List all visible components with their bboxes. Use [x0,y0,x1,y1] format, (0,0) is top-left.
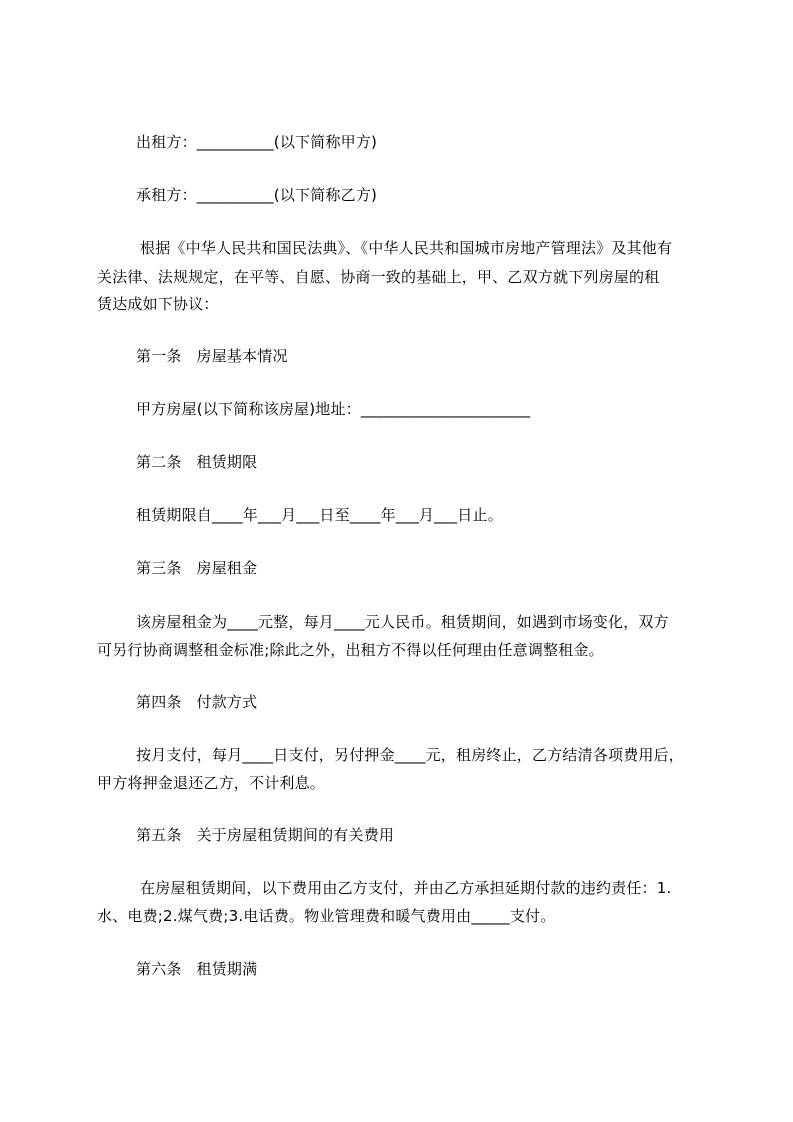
article-3-line-2: 可另行协商调整租金标准;除此之外，出租方不得以任何理由任意调整租金。 [97,641,604,659]
article-6-heading: 第六条 租赁期满 [136,960,258,978]
article-5-line-1: 在房屋租赁期间，以下费用由乙方支付，并由乙方承担延期付款的违约责任：1. [140,879,672,897]
preamble-line-1: 根据《中华人民共和国民法典》、《中华人民共和国城市房地产管理法》及其他有 [140,239,673,257]
lessor-line: 出租方：__________(以下简称甲方) [136,133,378,151]
article-2-heading: 第二条 租赁期限 [136,453,258,471]
article-1-address: 甲方房屋(以下简称该房屋)地址：______________________ [136,400,531,418]
preamble-line-2: 关法律、法规规定，在平等、自愿、协商一致的基础上，甲、乙双方就下列房屋的租 [97,268,660,286]
article-5-heading: 第五条 关于房屋租赁期间的有关费用 [136,826,395,844]
article-3-line-1: 该房屋租金为____元整，每月____元人民币。租赁期间，如遇到市场变化，双方 [136,613,669,631]
article-4-line-2: 甲方将押金退还乙方，不计利息。 [97,774,326,792]
article-4-heading: 第四条 付款方式 [136,693,258,711]
article-1-heading: 第一条 房屋基本情况 [136,347,288,365]
preamble-line-3: 赁达成如下协议： [97,295,219,313]
article-3-heading: 第三条 房屋租金 [136,559,258,577]
article-4-line-1: 按月支付，每月____日支付，另付押金____元，租房终止，乙方结清各项费用后， [136,746,685,764]
article-5-line-2: 水、电费;2.煤气费;3.电话费。物业管理费和暖气费用由_____支付。 [97,907,556,925]
article-2-term: 租赁期限自____年___月___日至____年___月___日止。 [136,506,503,524]
lessee-line: 承租方：__________(以下简称乙方) [136,186,378,204]
